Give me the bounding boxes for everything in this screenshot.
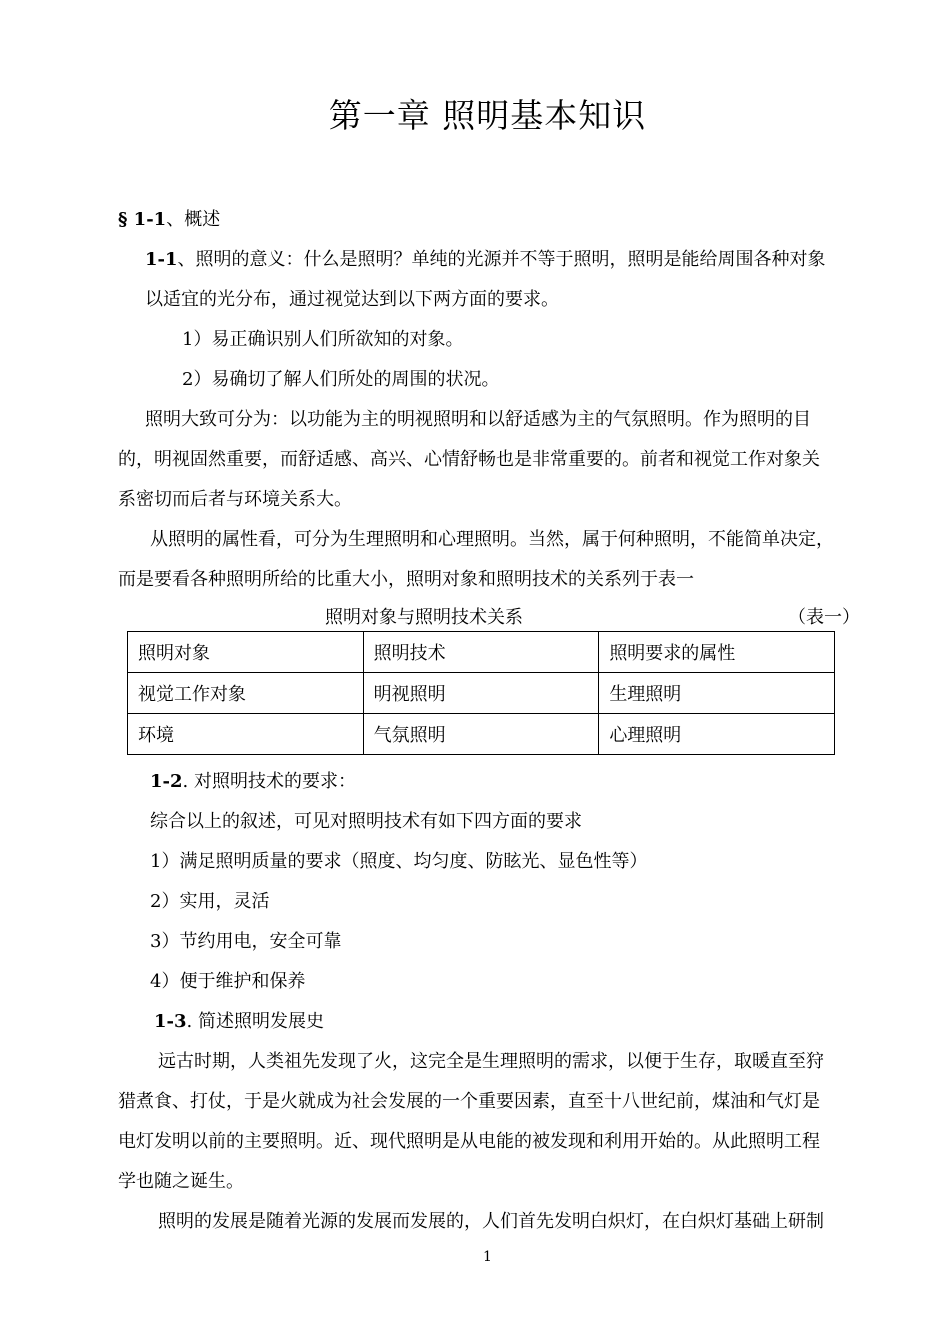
table-cell: 照明对象 xyxy=(128,632,364,673)
subsection-heading xyxy=(150,767,356,793)
table-cell: 明视照明 xyxy=(363,673,599,714)
list-item: 1）满足照明质量的要求（照度、均匀度、防眩光、显色性等） xyxy=(150,851,648,872)
subsection-number: 1-3 xyxy=(154,1011,187,1032)
paragraph-line: 的，明视固然重要，而舒适感、高兴、心情舒畅也是非常重要的。前者和视觉工作对象关 xyxy=(118,449,820,470)
section-title: 、概述 xyxy=(166,209,221,230)
paragraph-line: 而是要看各种照明所给的比重大小，照明对象和照明技术的关系列于表一 xyxy=(118,569,694,590)
paragraph-line: 系密切而后者与环境关系大。 xyxy=(118,489,352,510)
paragraph-text: 、照明的意义：什么是照明？单纯的光源并不等于照明，照明是能给周围各种对象 xyxy=(177,249,826,270)
paragraph-line: 从照明的属性看，可分为生理照明和心理照明。当然，属于何种照明，不能简单决定， xyxy=(150,529,834,550)
paragraph-line: 照明的发展是随着光源的发展而发展的，人们首先发明白炽灯，在白炽灯基础上研制 xyxy=(158,1211,824,1232)
list-item: 2）实用，灵活 xyxy=(150,891,270,912)
paragraph-1-1-line-1 xyxy=(145,245,826,271)
table-tag: （表一） xyxy=(788,607,860,628)
paragraph-line: 猎煮食、打仗，于是火就成为社会发展的一个重要因素，直至十八世纪前，煤油和气灯是 xyxy=(118,1091,820,1112)
table-cell: 视觉工作对象 xyxy=(128,673,364,714)
subsection-heading xyxy=(154,1007,324,1033)
paragraph-line: 照明大致可分为：以功能为主的明视照明和以舒适感为主的气氛照明。作为照明的目 xyxy=(145,409,811,430)
list-item: 3）节约用电，安全可靠 xyxy=(150,931,342,952)
paragraph-line: 学也随之诞生。 xyxy=(118,1171,244,1192)
paragraph-line: 远古时期，人类祖先发现了火，这完全是生理照明的需求，以便于生存，取暖直至狩 xyxy=(158,1051,824,1072)
page-title: 第一章 照明基本知识 xyxy=(328,96,647,135)
subsection-title: . 简述照明发展史 xyxy=(186,1011,324,1032)
subsection-number: 1-1 xyxy=(145,249,178,270)
table-cell: 生理照明 xyxy=(599,673,835,714)
subsection-number: 1-2 xyxy=(150,771,183,792)
page-number: 1 xyxy=(483,1249,492,1265)
relationship-table xyxy=(127,631,835,755)
table-cell: 心理照明 xyxy=(599,714,835,755)
list-item: 1）易正确识别人们所欲知的对象。 xyxy=(182,329,464,350)
section-number: § 1-1 xyxy=(118,209,167,230)
table-cell: 气氛照明 xyxy=(363,714,599,755)
table-cell: 环境 xyxy=(128,714,364,755)
table-row xyxy=(128,673,835,714)
paragraph-line: 综合以上的叙述，可见对照明技术有如下四方面的要求 xyxy=(150,811,582,832)
list-item: 2）易确切了解人们所处的周围的状况。 xyxy=(182,369,500,390)
paragraph-1-1-line-2: 以适宜的光分布，通过视觉达到以下两方面的要求。 xyxy=(145,289,559,310)
list-item: 4）便于维护和保养 xyxy=(150,971,306,992)
section-heading xyxy=(118,205,220,231)
table-row xyxy=(128,632,835,673)
table-cell: 照明技术 xyxy=(363,632,599,673)
table-cell: 照明要求的属性 xyxy=(599,632,835,673)
table-row xyxy=(128,714,835,755)
table-caption: 照明对象与照明技术关系 xyxy=(325,607,523,628)
subsection-title: . 对照明技术的要求： xyxy=(182,771,356,792)
paragraph-line: 电灯发明以前的主要照明。近、现代照明是从电能的被发现和利用开始的。从此照明工程 xyxy=(118,1131,820,1152)
